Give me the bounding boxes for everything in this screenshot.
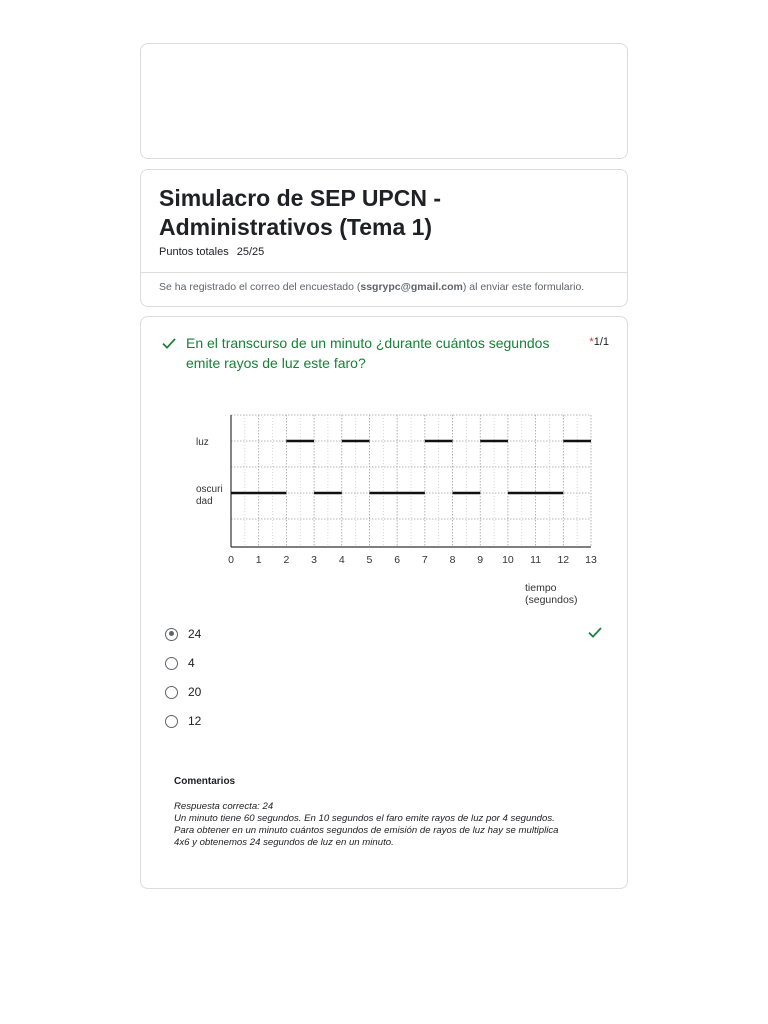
correct-option-check-icon bbox=[587, 624, 603, 640]
option-12[interactable] bbox=[165, 711, 201, 731]
x-tick-label: 10 bbox=[502, 554, 514, 566]
feedback-line: 4x6 y obtenemos 24 segundos de luz en un minuto. bbox=[174, 837, 394, 848]
email-note-suffix: ) al enviar este formulario. bbox=[462, 281, 585, 293]
form-title bbox=[159, 184, 599, 242]
y-level-label: dad bbox=[196, 496, 213, 507]
x-axis-label: (segundos) bbox=[525, 594, 578, 606]
x-tick-label: 13 bbox=[585, 554, 597, 566]
x-tick-label: 3 bbox=[311, 554, 317, 566]
question-card bbox=[140, 316, 628, 889]
option-label: 24 bbox=[188, 627, 202, 641]
email-note-prefix: Se ha registrado el correo del encuestado ( bbox=[159, 281, 361, 293]
x-tick-label: 12 bbox=[557, 554, 570, 566]
y-level-label: luz bbox=[196, 437, 209, 448]
option-4[interactable] bbox=[165, 653, 195, 673]
form-title-line-1: Simulacro de SEP UPCN - bbox=[159, 185, 442, 211]
correct-check-icon bbox=[161, 335, 177, 351]
x-tick-label: 6 bbox=[394, 554, 401, 566]
x-tick-label: 4 bbox=[338, 554, 345, 566]
points-value: 25/25 bbox=[236, 246, 265, 258]
required-mark: * bbox=[589, 336, 594, 348]
option-24[interactable] bbox=[165, 624, 201, 644]
total-points bbox=[159, 246, 264, 258]
x-tick-label: 11 bbox=[530, 554, 542, 566]
x-tick-label: 2 bbox=[283, 554, 290, 566]
feedback-line: Para obtener en un minuto cuántos segundos de emisión de rayos de luz hay se multiplica bbox=[174, 825, 559, 836]
x-tick-label: 9 bbox=[477, 554, 484, 566]
respondent-email: ssgrypc@gmail.com bbox=[360, 281, 463, 293]
option-20[interactable] bbox=[165, 682, 201, 702]
feedback-body bbox=[174, 801, 604, 849]
option-label: 4 bbox=[188, 656, 195, 670]
y-level-label: oscuri bbox=[196, 484, 223, 495]
feedback-line: Un minuto tiene 60 segundos. En 10 segundos el faro emite rayos de luz por 4 segundos. bbox=[174, 813, 555, 824]
question-text: En el transcurso de un minuto ¿durante cuántos segundos emite rayos de luz este faro? bbox=[186, 335, 550, 371]
option-label: 12 bbox=[188, 714, 202, 728]
lighthouse-chart bbox=[191, 407, 601, 607]
x-axis-label: tiempo bbox=[525, 582, 557, 594]
header-divider bbox=[141, 272, 627, 273]
form-title-line-2: Administrativos (Tema 1) bbox=[159, 214, 433, 240]
x-tick-label: 5 bbox=[366, 554, 373, 566]
points-label: Puntos totales bbox=[159, 246, 229, 258]
form-header bbox=[140, 169, 628, 307]
radio-button[interactable] bbox=[165, 715, 178, 728]
question-score bbox=[589, 336, 609, 348]
feedback-title: Comentarios bbox=[174, 776, 236, 787]
feedback-line: Respuesta correcta: 24 bbox=[174, 801, 274, 812]
form-banner bbox=[140, 43, 628, 159]
x-tick-label: 7 bbox=[421, 554, 428, 566]
radio-button[interactable] bbox=[165, 657, 178, 670]
score-value: 1/1 bbox=[593, 336, 609, 348]
x-tick-label: 1 bbox=[255, 554, 262, 566]
option-label: 20 bbox=[188, 685, 202, 699]
x-tick-label: 0 bbox=[228, 554, 234, 566]
radio-button[interactable] bbox=[165, 686, 178, 699]
email-note bbox=[159, 281, 584, 293]
radio-button[interactable] bbox=[165, 628, 178, 641]
x-tick-label: 8 bbox=[449, 554, 456, 566]
